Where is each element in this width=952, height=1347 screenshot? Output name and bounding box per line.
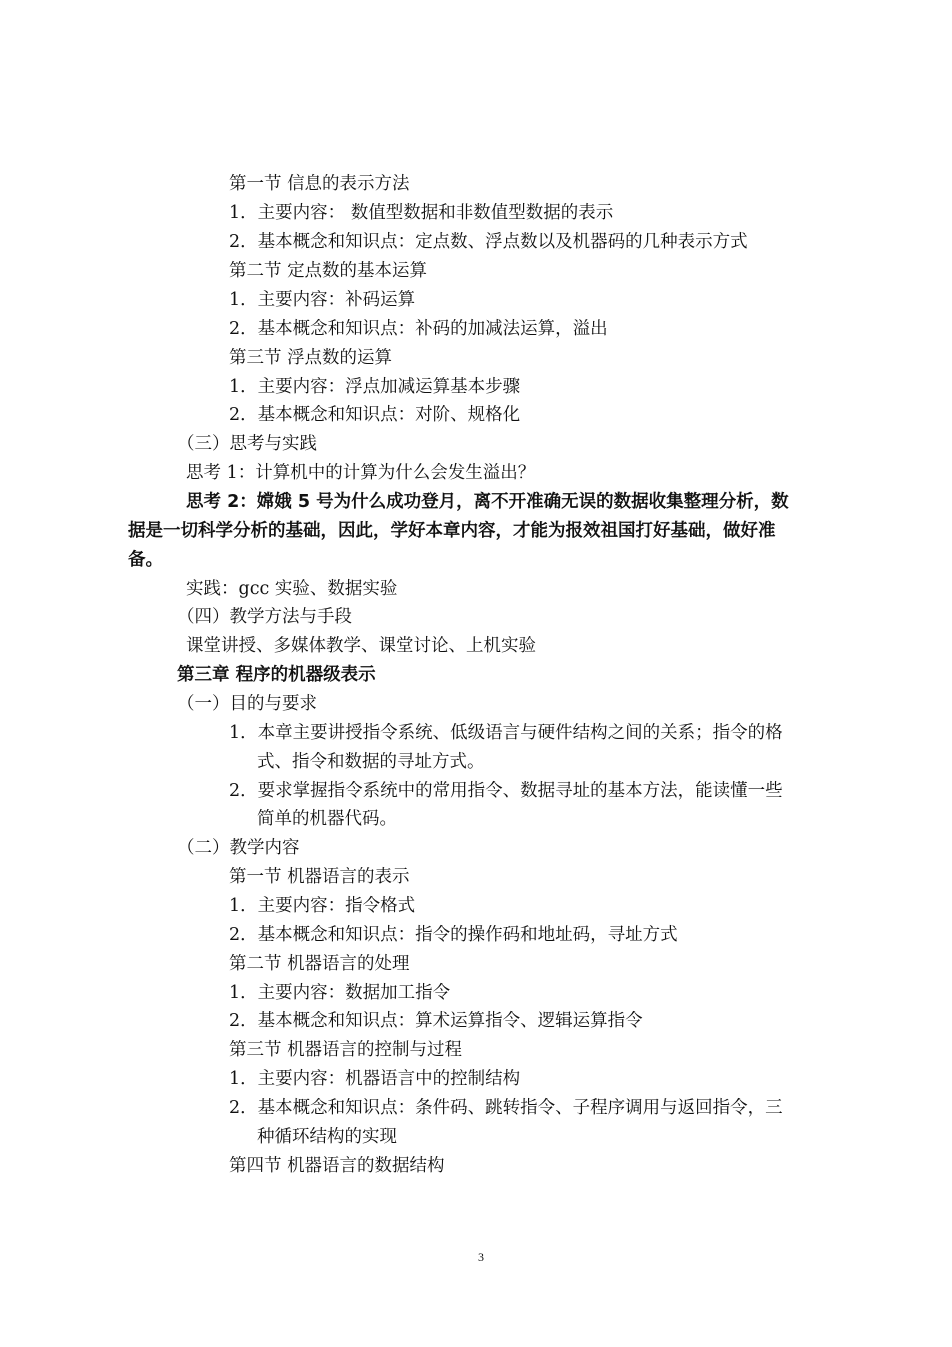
paragraph: 思考 1：计算机中的计算为什么会发生溢出？ [186,463,536,483]
paragraph: 实践：gcc 实验、数据实验 [186,579,398,599]
list-item: 2．基本概念和知识点：定点数、浮点数以及机器码的几种表示方式 [229,232,748,252]
subheading: （三）思考与实践 [177,434,317,454]
section-title: 第一节 机器语言的表示 [229,867,410,887]
list-item-continuation: 简单的机器代码。 [257,809,397,829]
list-item: 2．基本概念和知识点：指令的操作码和地址码，寻址方式 [229,925,678,945]
paragraph: 课堂讲授、多媒体教学、课堂讨论、上机实验 [186,636,536,656]
subheading: （一）目的与要求 [177,694,317,714]
section-title: 第一节 信息的表示方法 [229,174,410,194]
list-item: 2．基本概念和知识点：算术运算指令、逻辑运算指令 [229,1011,643,1031]
list-item-continuation: 种循环结构的实现 [257,1127,397,1147]
page-number: 3 [478,1250,484,1264]
list-item: 1．本章主要讲授指令系统、低级语言与硬件结构之间的关系；指令的格 [229,723,783,743]
bold-paragraph: 备。 [128,550,163,570]
list-item: 1．主要内容：机器语言中的控制结构 [229,1069,521,1089]
list-item: 1．主要内容：浮点加减运算基本步骤 [229,377,521,397]
list-item: 1．主要内容：指令格式 [229,896,416,916]
subheading: （四）教学方法与手段 [177,607,352,627]
list-item-continuation: 式、指令和数据的寻址方式。 [257,752,485,772]
chapter-title: 第三章 程序的机器级表示 [177,665,376,685]
section-title: 第二节 定点数的基本运算 [229,261,428,281]
section-title: 第二节 机器语言的处理 [229,954,410,974]
section-title: 第三节 机器语言的控制与过程 [229,1040,463,1060]
section-title: 第三节 浮点数的运算 [229,348,393,368]
list-item: 2．基本概念和知识点：对阶、规格化 [229,405,521,425]
section-title: 第四节 机器语言的数据结构 [229,1156,445,1176]
list-item: 1．主要内容：数据加工指令 [229,983,451,1003]
list-item: 2．要求掌握指令系统中的常用指令、数据寻址的基本方法，能读懂一些 [229,781,783,801]
list-item: 1．主要内容： 数值型数据和非数值型数据的表示 [229,203,614,223]
bold-paragraph: 思考 2：嫦娥 5 号为什么成功登月，离不开准确无误的数据收集整理分析，数 [186,492,789,512]
list-item: 1．主要内容：补码运算 [229,290,416,310]
subheading: （二）教学内容 [177,838,300,858]
list-item: 2．基本概念和知识点：条件码、跳转指令、子程序调用与返回指令，三 [229,1098,783,1118]
bold-paragraph: 据是一切科学分析的基础，因此，学好本章内容，才能为报效祖国打好基础，做好准 [128,521,776,541]
list-item: 2．基本概念和知识点：补码的加减法运算，溢出 [229,319,608,339]
